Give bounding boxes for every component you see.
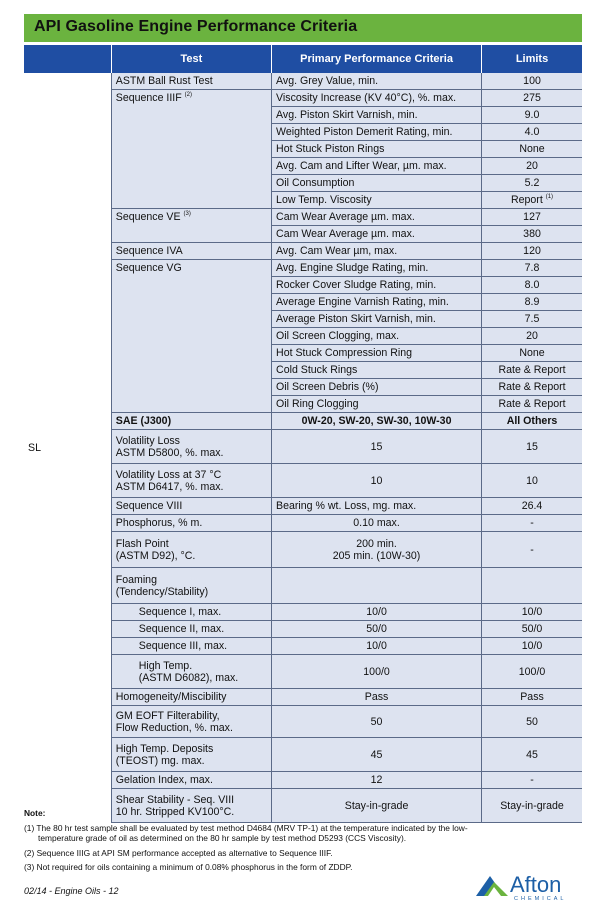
criteria-cell: 10/0 [272, 604, 482, 621]
limit-cell: Rate & Report [482, 379, 582, 396]
afton-logo [474, 870, 584, 906]
test-cell: Phosphorus, % m. [111, 515, 271, 532]
test-cell: Sequence III, max. [111, 638, 271, 655]
limit-cell: 10 [482, 464, 582, 498]
criteria-cell: 10 [272, 464, 482, 498]
criteria-cell: Low Temp. Viscosity [272, 192, 482, 209]
criteria-cell: Oil Consumption [272, 175, 482, 192]
criteria-cell: 0.10 max. [272, 515, 482, 532]
criteria-cell: 50/0 [272, 621, 482, 638]
limit-cell: 100/0 [482, 655, 582, 689]
criteria-cell: Avg. Engine Sludge Rating, min. [272, 260, 482, 277]
limit-cell: Rate & Report [482, 396, 582, 413]
limit-cell: 10/0 [482, 604, 582, 621]
criteria-cell: Weighted Piston Demerit Rating, min. [272, 124, 482, 141]
page-footer: 02/14 - Engine Oils - 12 [24, 886, 119, 896]
criteria-cell: Rocker Cover Sludge Rating, min. [272, 277, 482, 294]
criteria-cell: 200 min. 205 min. (10W-30) [272, 532, 482, 568]
test-cell [111, 107, 271, 124]
test-cell: Sequence VG [111, 260, 271, 277]
criteria-cell: Hot Stuck Piston Rings [272, 141, 482, 158]
criteria-cell: Pass [272, 689, 482, 706]
test-cell [111, 396, 271, 413]
sae-limit: All Others [482, 413, 582, 430]
sae-grades: 0W-20, SW-20, SW-30, 10W-30 [272, 413, 482, 430]
test-cell [111, 345, 271, 362]
test-cell: Gelation Index, max. [111, 772, 271, 789]
limit-cell: 10/0 [482, 638, 582, 655]
limit-cell: - [482, 515, 582, 532]
limit-cell: 100 [482, 73, 582, 90]
criteria-cell: Oil Screen Debris (%) [272, 379, 482, 396]
limit-cell: 8.9 [482, 294, 582, 311]
criteria-cell: Cold Stuck Rings [272, 362, 482, 379]
criteria-cell: Oil Ring Clogging [272, 396, 482, 413]
limit-cell: 8.0 [482, 277, 582, 294]
test-cell: Sequence IVA [111, 243, 271, 260]
limit-cell: 120 [482, 243, 582, 260]
test-cell: ASTM Ball Rust Test [111, 73, 271, 90]
limit-cell: 275 [482, 90, 582, 107]
test-cell [111, 294, 271, 311]
limit-cell: 15 [482, 430, 582, 464]
test-cell [111, 158, 271, 175]
limit-cell: Stay-in-grade [482, 789, 582, 823]
test-cell: Sequence VIII [111, 498, 271, 515]
limit-cell: 4.0 [482, 124, 582, 141]
test-cell: Homogeneity/Miscibility [111, 689, 271, 706]
header-limits: Limits [482, 45, 582, 73]
limit-cell: 127 [482, 209, 582, 226]
test-cell [111, 226, 271, 243]
criteria-cell: Stay-in-grade [272, 789, 482, 823]
test-cell [111, 175, 271, 192]
limit-cell: 20 [482, 328, 582, 345]
table-row [24, 73, 582, 90]
test-cell [111, 192, 271, 209]
criteria-cell: 15 [272, 430, 482, 464]
limit-cell: 9.0 [482, 107, 582, 124]
logo-subtitle: CHEMICAL [514, 896, 567, 902]
page-title: API Gasoline Engine Performance Criteria [34, 18, 358, 35]
limit-cell: - [482, 772, 582, 789]
test-cell: Shear Stability - Seq. VIII 10 hr. Stripped KV100°C. [111, 789, 271, 823]
note-1: (1) The 80 hr test sample shall be evaluated by test method D4684 (MRV TP-1) at the temperature indicated by the low- temperature grade of oil as determined on the 80 hr sample by test method D5293 (CCS Viscosity). [24, 822, 468, 843]
limit-cell: - [482, 532, 582, 568]
test-cell: High Temp. (ASTM D6082), max. [111, 655, 271, 689]
test-cell: Volatility Loss at 37 °C ASTM D6417, %. max. [111, 464, 271, 498]
test-cell: Flash Point (ASTM D92), °C. [111, 532, 271, 568]
limit-cell: Pass [482, 689, 582, 706]
title-bar [24, 14, 582, 42]
category-label: SL [24, 73, 111, 823]
criteria-cell: Cam Wear Average µm. max. [272, 226, 482, 243]
test-cell: Sequence II, max. [111, 621, 271, 638]
limit-cell: 7.5 [482, 311, 582, 328]
criteria-cell: Average Engine Varnish Rating, min. [272, 294, 482, 311]
limit-cell: 5.2 [482, 175, 582, 192]
notes-heading: Note: [24, 808, 46, 818]
test-cell: Volatility Loss ASTM D5800, %. max. [111, 430, 271, 464]
header-blank [24, 45, 111, 73]
criteria-cell: Avg. Grey Value, min. [272, 73, 482, 90]
criteria-cell: 45 [272, 738, 482, 772]
criteria-cell: Hot Stuck Compression Ring [272, 345, 482, 362]
criteria-table [24, 45, 582, 823]
criteria-cell: Avg. Cam Wear µm, max. [272, 243, 482, 260]
test-cell: GM EOFT Filterability, Flow Reduction, %. max. [111, 706, 271, 738]
test-cell: Sequence IIIF $^{(2)}$ [111, 90, 271, 107]
criteria-cell: Bearing % wt. Loss, mg. max. [272, 498, 482, 515]
criteria-cell: Average Piston Skirt Varnish, min. [272, 311, 482, 328]
test-cell: High Temp. Deposits (TEOST) mg. max. [111, 738, 271, 772]
test-cell [111, 311, 271, 328]
notes [24, 808, 584, 877]
test-cell [111, 141, 271, 158]
limit-cell: 50/0 [482, 621, 582, 638]
logo-wordmark: Afton [510, 872, 562, 897]
limit-cell [482, 568, 582, 604]
limit-cell: 7.8 [482, 260, 582, 277]
criteria-cell: 12 [272, 772, 482, 789]
test-cell [111, 328, 271, 345]
test-cell: Sequence VE $^{(3)}$ [111, 209, 271, 226]
limit-cell: 26.4 [482, 498, 582, 515]
criteria-cell: Viscosity Increase (KV 40°C), %. max. [272, 90, 482, 107]
criteria-cell: 100/0 [272, 655, 482, 689]
header-criteria: Primary Performance Criteria [272, 45, 482, 73]
limit-cell: Rate & Report [482, 362, 582, 379]
test-cell: Sequence I, max. [111, 604, 271, 621]
criteria-cell: Avg. Piston Skirt Varnish, min. [272, 107, 482, 124]
limit-cell: None [482, 141, 582, 158]
test-cell: Foaming (Tendency/Stability) [111, 568, 271, 604]
limit-cell: 380 [482, 226, 582, 243]
note-2: (2) Sequence IIIG at API SM performance accepted as alternative to Sequence IIIF. [24, 847, 333, 858]
limit-cell: 20 [482, 158, 582, 175]
sae-label: SAE (J300) [111, 413, 271, 430]
criteria-cell: 10/0 [272, 638, 482, 655]
table-header [24, 45, 582, 73]
test-cell [111, 277, 271, 294]
criteria-cell: Cam Wear Average µm. max. [272, 209, 482, 226]
test-cell [111, 124, 271, 141]
criteria-cell: Avg. Cam and Lifter Wear, µm. max. [272, 158, 482, 175]
criteria-cell [272, 568, 482, 604]
limit-cell: 45 [482, 738, 582, 772]
test-cell [111, 379, 271, 396]
note-3: (3) Not required for oils containing a minimum of 0.08% phosphorus in the form of ZDDP. [24, 862, 353, 872]
criteria-cell: 50 [272, 706, 482, 738]
test-cell [111, 362, 271, 379]
afton-mark-icon [474, 870, 510, 900]
criteria-cell: Oil Screen Clogging, max. [272, 328, 482, 345]
limit-cell: 50 [482, 706, 582, 738]
header-test: Test [111, 45, 271, 73]
limit-cell: Report $^{(1)}$ [482, 192, 582, 209]
limit-cell: None [482, 345, 582, 362]
